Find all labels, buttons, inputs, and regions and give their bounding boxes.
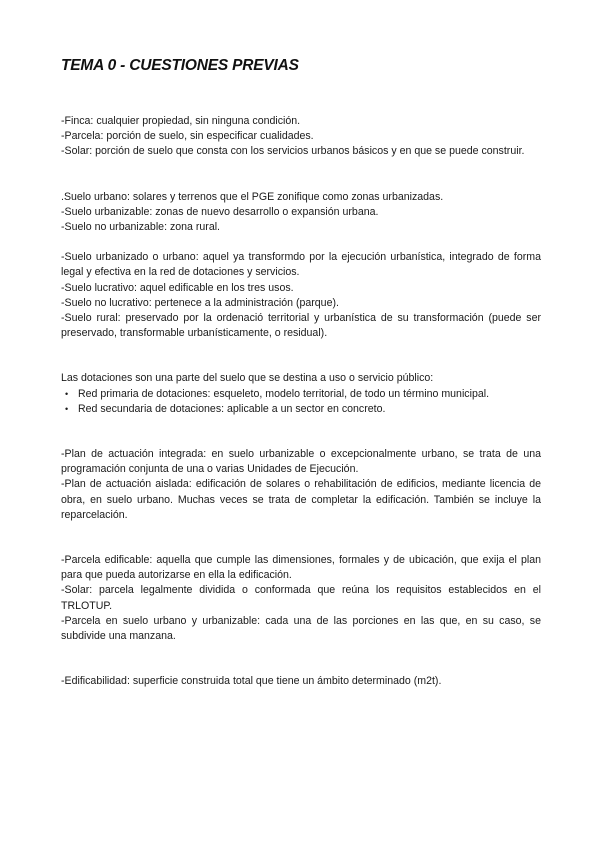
bullet-icon: • — [65, 388, 69, 399]
list-item — [61, 387, 541, 402]
definition-finca: -Finca: cualquier propiedad, sin ninguna condición. — [61, 115, 301, 127]
definitions-suelo-clasificacion — [61, 190, 541, 236]
definition-parcela-edificable: -Parcela edificable: aquella que cumple las dimensiones, formales y de ubicación, que exija el plan para que pueda autorizarse en ella la edificación. — [61, 554, 541, 582]
definition-parcela-suelo-urbano: -Parcela en suelo urbano y urbanizable: cada una de las porciones en las que, en su caso, se subdivide una manzana. — [61, 614, 541, 643]
page-title: TEMA 0 - CUESTIONES PREVIAS — [61, 57, 299, 74]
definition-suelo-no-urbanizable: -Suelo no urbanizable: zona rural. — [61, 221, 221, 234]
definition-plan-actuacion-integrada: -Plan de actuación integrada: en suelo urbanizable o excepcionalmente urbano, se trata de una programación conjunta de una o varias Unidades de Ejecución. — [61, 448, 541, 476]
definitions-finca-parcela-solar — [61, 114, 541, 160]
list-item — [61, 402, 541, 417]
definition-parcela: -Parcela: porción de suelo, sin especificar cualidades. — [61, 130, 314, 143]
definitions-parcelas — [61, 553, 541, 644]
dotaciones-list — [61, 387, 541, 417]
definition-suelo-urbanizable: -Suelo urbanizable: zonas de nuevo desarrollo o expansión urbana. — [61, 205, 379, 218]
definition-solar: -Solar: porción de suelo que consta con los servicios urbanos básicos y en que se puede construir. — [61, 145, 525, 158]
document-body — [61, 114, 541, 689]
dotaciones-intro: Las dotaciones son una parte del suelo que se destina a uso o servicio público: — [61, 372, 434, 385]
definition-plan-actuacion-aislada: -Plan de actuación aislada: edificación de solares o rehabilitación de edificios, mediante licencia de obra, en suelo urbano. Muchas veces se trata de completar la edificación. También se incluye la reparcelación. — [61, 478, 541, 521]
bullet-icon: • — [65, 403, 69, 414]
definition-suelo-lucrativo: -Suelo lucrativo: aquel edificable en los tres usos. — [61, 281, 294, 294]
list-item-text: Red primaria de dotaciones: esqueleto, modelo territorial, de todo un término municipal. — [78, 387, 490, 400]
definition-suelo-urbanizado: -Suelo urbanizado o urbano: aquel ya transformdo por la ejecución urbanística, integrado de forma legal y efectiva en la red de dotaciones y servicios. — [61, 251, 541, 279]
definition-edificabilidad: -Edificabilidad: superficie construida total que tiene un ámbito determinado (m2t). — [61, 675, 442, 688]
list-item-text: Red secundaria de dotaciones: aplicable a un sector en concreto. — [78, 402, 386, 415]
definition-suelo-rural: -Suelo rural: preservado por la ordenació territorial y urbanística de su transformación (puede ser preservado, transformable urbanísticamente, o residual). — [61, 312, 541, 340]
definitions-planes-actuacion — [61, 447, 541, 523]
definition-solar-legal: -Solar: parcela legalmente dividida o conformada que reúna los requisitos establecidos en el TRLOTUP. — [61, 584, 541, 612]
definitions-edificabilidad — [61, 674, 541, 689]
definition-suelo-urbano: .Suelo urbano: solares y terrenos que el PGE zonifique como zonas urbanizadas. — [61, 190, 444, 203]
dotaciones-section — [61, 371, 541, 417]
definition-suelo-no-lucrativo: -Suelo no lucrativo: pertenece a la administración (parque). — [61, 296, 339, 309]
definitions-suelo-situacion — [61, 250, 541, 341]
